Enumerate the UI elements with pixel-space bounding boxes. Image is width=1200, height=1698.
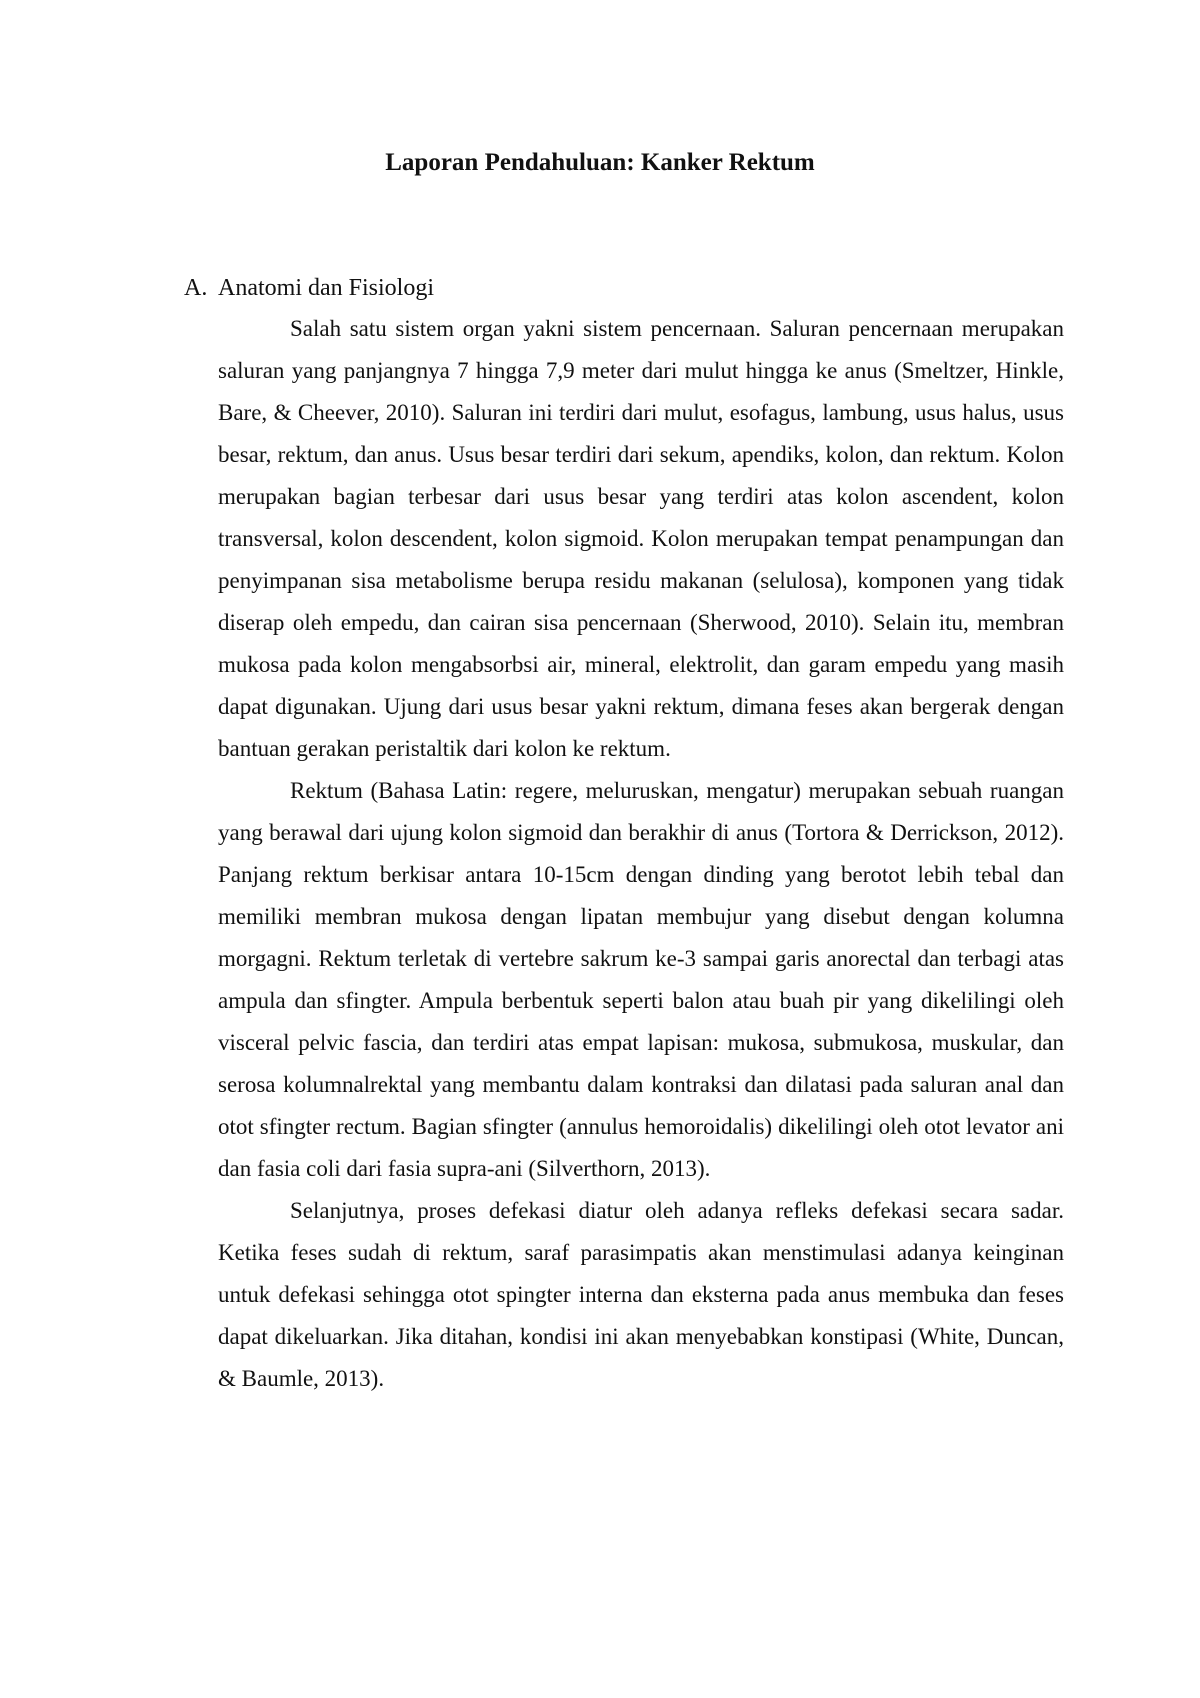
section-heading — [184, 268, 1064, 308]
section-body — [218, 308, 1064, 1400]
section-anatomi-fisiologi — [184, 268, 1064, 1400]
paragraph-3: Selanjutnya, proses defekasi diatur oleh adanya refleks defekasi secara sadar. Ketika feses sudah di rektum, saraf parasimpatis akan menstimulasi adanya keinginan untuk defekasi sehingga otot spingter interna dan eksterna pada anus membuka dan feses dapat dikeluarkan. Jika ditahan, kondisi ini akan menyebabkan konstipasi (White, Duncan, & Baumle, 2013). — [218, 1198, 1064, 1391]
document-title: Laporan Pendahuluan: Kanker Rektum — [385, 149, 815, 176]
section-marker: A. — [184, 275, 208, 301]
paragraph-1: Salah satu sistem organ yakni sistem pencernaan. Saluran pencernaan merupakan saluran yang panjangnya 7 hingga 7,9 meter dari mulut hingga ke anus (Smeltzer, Hinkle, Bare, & Cheever, 2010). Saluran ini terdiri dari mulut, esofagus, lambung, usus halus, usus besar, rektum, dan anus. Usus besar terdiri dari sekum, apendiks, kolon, dan rektum. Kolon merupakan bagian terbesar dari usus besar yang terdiri atas kolon ascendent, kolon transversal, kolon descendent, kolon sigmoid. Kolon merupakan tempat penampungan dan penyimpanan sisa metabolisme berupa residu makanan (selulosa), komponen yang tidak diserap oleh empedu, dan cairan sisa pencernaan (Sherwood, 2010). Selain itu, membran mukosa pada kolon mengabsorbsi air, mineral, elektrolit, dan garam empedu yang masih dapat digunakan. Ujung dari usus besar yakni rektum, dimana feses akan bergerak dengan bantuan gerakan peristaltik dari kolon ke rektum. — [218, 316, 1064, 761]
section-heading-text: Anatomi dan Fisiologi — [218, 275, 434, 301]
paragraph-2: Rektum (Bahasa Latin: regere, meluruskan, mengatur) merupakan sebuah ruangan yang berawal dari ujung kolon sigmoid dan berakhir di anus (Tortora & Derrickson, 2012). Panjang rektum berkisar antara 10-15cm dengan dinding yang berotot lebih tebal dan memiliki membran mukosa dengan lipatan membujur yang disebut dengan kolumna morgagni. Rektum terletak di vertebre sakrum ke-3 sampai garis anorectal dan terbagi atas ampula dan sfingter. Ampula berbentuk seperti balon atau buah pir yang dikelilingi oleh visceral pelvic fascia, dan terdiri atas empat lapisan: mukosa, submukosa, muskular, dan serosa kolumnalrektal yang membantu dalam kontraksi dan dilatasi pada saluran anal dan otot sfingter rectum. Bagian sfingter (annulus hemoroidalis) dikelilingi oleh otot levator ani dan fasia coli dari fasia supra-ani (Silverthorn, 2013). — [218, 778, 1064, 1181]
